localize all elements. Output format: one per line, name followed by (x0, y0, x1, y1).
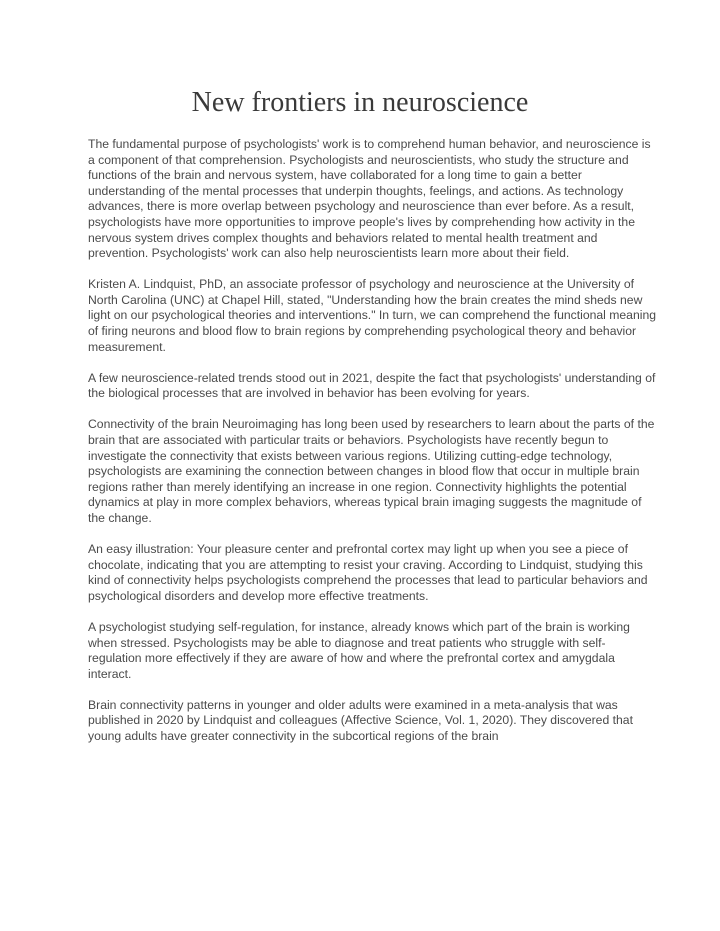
paragraph: Brain connectivity patterns in younger and older adults were examined in a meta-analysis that was published in 2020 by Lindquist and colleagues (Affective Science, Vol. 1, 2020). They discovered that young adults have greater connectivity in the subcortical regions of the brain (88, 697, 633, 743)
paragraph: A few neuroscience-related trends stood out in 2021, despite the fact that psychologists' understanding of the biological processes that are involved in behavior has been evolving for years. (88, 370, 656, 401)
article-body (88, 137, 658, 745)
paragraph: Kristen A. Lindquist, PhD, an associate professor of psychology and neuroscience at the University of North Carolina (UNC) at Chapel Hill, stated, "Understanding how the brain creates the mind sheds new light on our psychological theories and interventions." In turn, we can comprehend the functional meaning of firing neurons and blood flow to brain regions by comprehending psychological theory and behavior measurement. (88, 277, 657, 354)
page-title: New frontiers in neuroscience (191, 87, 529, 118)
paragraph: A psychologist studying self-regulation, for instance, already knows which part of the brain is working when stressed. Psychologists may be able to diagnose and treat patients who struggle with self-regulation more effectively if they are aware of how and where the prefrontal cortex and amygdala interact. (88, 619, 630, 681)
paragraph: The fundamental purpose of psychologists' work is to comprehend human behavior, and neuroscience is a component of that comprehension. Psychologists and neuroscientists, who study the structure and functions of the brain and nervous system, have collaborated for a long time to gain a better understanding of the mental processes that underpin thoughts, feelings, and actions. As technology advances, there is more overlap between psychology and neuroscience than ever before. As a result, psychologists have more opportunities to improve people's lives by comprehending how activity in the nervous system drives complex thoughts and behaviors related to mental health treatment and prevention. Psychologists' work can also help neuroscientists learn more about their field. (88, 137, 651, 261)
paragraph: Connectivity of the brain Neuroimaging has long been used by researchers to learn about the parts of the brain that are associated with particular traits or behaviors. Psychologists have recently begun to investigate the connectivity that exists between various regions. Utilizing cutting-edge technology, psychologists are examining the connection between changes in blood flow that occur in multiple brain regions rather than merely identifying an increase in one region. Connectivity highlights the potential dynamics at play in more complex behaviors, whereas typical brain imaging suggests the magnitude of the change. (88, 417, 655, 525)
paragraph: An easy illustration: Your pleasure center and prefrontal cortex may light up when you see a piece of chocolate, indicating that you are attempting to resist your craving. According to Lindquist, studying this kind of connectivity helps psychologists comprehend the processes that lead to particular behaviors and psychological disorders and develop more effective treatments. (88, 542, 648, 603)
